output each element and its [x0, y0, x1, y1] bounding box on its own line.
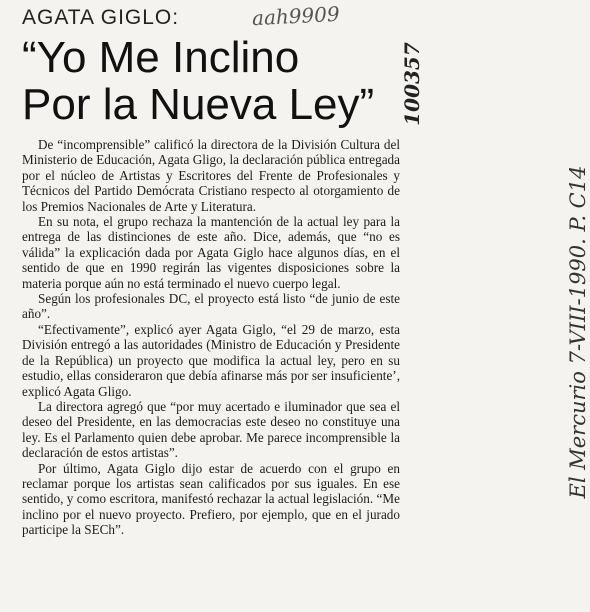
headline-line-1: “Yo Me Inclino	[22, 33, 300, 82]
paragraph-2: En su nota, el grupo rechaza la mantención de la actual ley para la entrega de las distinciones de este año. Dice, además, que “no es válida” la explicación dada por Agata Giglo hace algunos días, en el sentido de que en 1990 regirán las vigentes disposiciones sobre la materia porque aún no está terminado el nuevo cuerpo legal.	[22, 214, 400, 291]
article-headline	[22, 34, 402, 128]
paragraph-5: La directora agregó que “por muy acertado e iluminador que sea el deseo del Presidente, en las democracias este deseo no constituye una ley. Es el Parlamento quien debe aprobar. Me parece incomprensible la declaración de estos artistas”.	[22, 398, 400, 461]
headline-line-2: Por la Nueva Ley”	[22, 80, 375, 129]
article-kicker: AGATA GIGLO:	[22, 6, 180, 29]
paragraph-1: De “incomprensible” calificó la directora de la División Cultura del Ministerio de Educación, Agata Gligo, la declaración pública entregada por el núcleo de Artistas y Escritores del Frente de Profesionales y Técnicos del Partido Demócrata Cristiano respecto al otorgamiento de los Premios Nacionales de Arte y Literatura.	[22, 137, 400, 214]
paragraph-6: Por último, Agata Giglo dijo estar de acuerdo con el grupo en reclamar porque los artistas sean calificados por sus iguales. En ese sentido, y como escritora, manifestó rechazar la actual legislación. “Me inclino por el nuevo proyecto. Prefiero, por ejemplo, que en el jurado participe la SECh”.	[22, 460, 400, 538]
handwritten-source-note: El Mercurio 7-VIII-1990. P. C14	[566, 165, 590, 499]
paragraph-4: “Efectivamente”, explicó ayer Agata Giglo, “el 29 de marzo, esta División entregó a las autoridades (Ministro de Educación y Presidente de la República) un proyecto que modifica la actual ley, pero en su estudio, ellas consideraron que debía afinarse más por ser insuficiente’, explicó Agata Gligo.	[22, 321, 400, 399]
paragraph-3: Según los profesionales DC, el proyecto está listo “de junio de este año”.	[22, 291, 400, 322]
handwritten-catalog-number: 100357	[400, 42, 424, 126]
article-body	[22, 137, 400, 538]
handwritten-archive-code: aah9909	[251, 1, 341, 31]
